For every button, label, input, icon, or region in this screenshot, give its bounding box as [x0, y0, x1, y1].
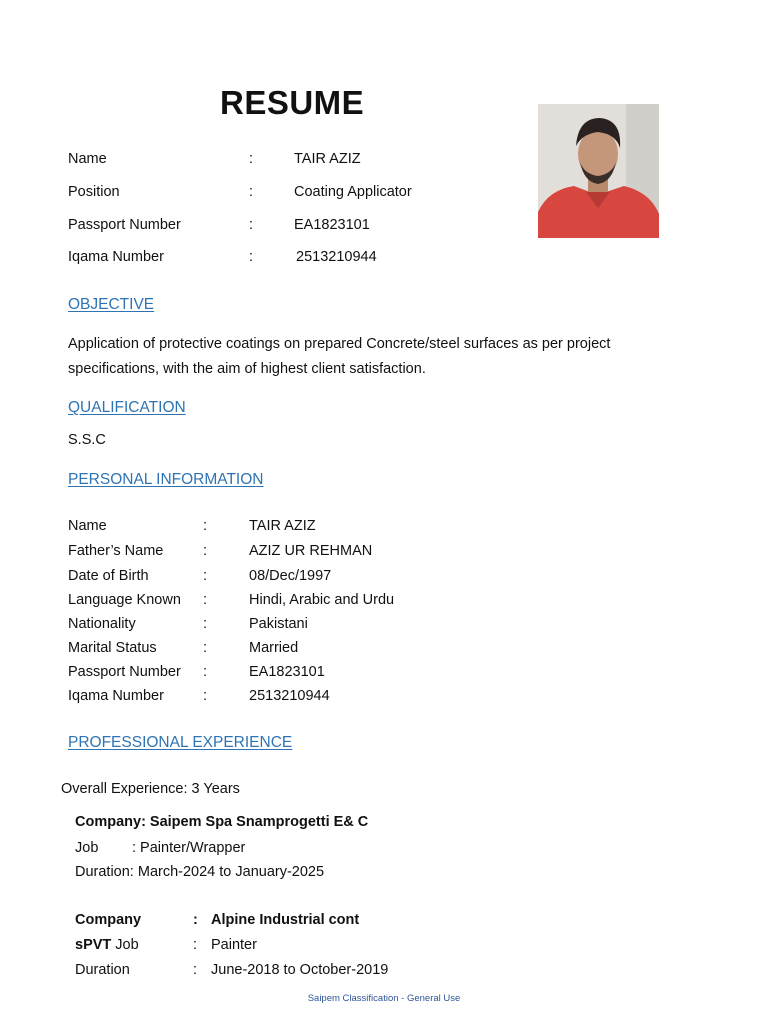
personal-value: AZIZ UR REHMAN: [249, 543, 373, 559]
header-position-value: Coating Applicator: [294, 184, 412, 200]
colon: :: [249, 184, 254, 200]
header-passport-label: Passport Number: [68, 217, 181, 233]
personal-value: EA1823101: [249, 664, 325, 680]
colon: :: [203, 664, 208, 680]
personal-label: Nationality: [68, 616, 136, 632]
objective-heading: OBJECTIVE: [68, 296, 155, 313]
personal-label: Marital Status: [68, 640, 157, 656]
colon: :: [249, 151, 254, 167]
header-name-value: TAIR AZIZ: [294, 151, 361, 167]
colon: :: [203, 640, 208, 656]
colon: :: [203, 592, 208, 608]
experience-heading: PROFESSIONAL EXPERIENCE: [68, 734, 293, 751]
job2-job-label: [75, 937, 139, 953]
job2-company-value: Alpine Industrial cont: [211, 912, 360, 928]
header-name-label: Name: [68, 151, 107, 167]
personal-value: 2513210944: [249, 688, 330, 704]
profile-photo: [538, 104, 659, 238]
job2-company-label: Company: [75, 912, 142, 928]
colon: :: [193, 912, 198, 928]
colon: :: [193, 962, 198, 978]
personal-value: Pakistani: [249, 616, 308, 632]
header-iqama-label: Iqama Number: [68, 249, 164, 265]
colon: :: [203, 518, 208, 534]
job1-job-label: Job: [75, 840, 99, 856]
personal-value: Married: [249, 640, 299, 656]
personal-value: Hindi, Arabic and Urdu: [249, 592, 395, 608]
colon: :: [203, 688, 208, 704]
personal-info-heading: PERSONAL INFORMATION: [68, 471, 264, 488]
colon: :: [203, 568, 208, 584]
objective-line-2: specifications, with the aim of highest client satisfaction.: [68, 361, 426, 377]
personal-value: TAIR AZIZ: [249, 518, 316, 534]
personal-label: Date of Birth: [68, 568, 149, 584]
qualification-text: S.S.C: [68, 432, 106, 448]
objective-line-1: Application of protective coatings on prepared Concrete/steel surfaces as per project: [68, 336, 611, 352]
overall-experience: Overall Experience: 3 Years: [61, 781, 240, 797]
colon: :: [249, 249, 254, 265]
job2-job-label-rest: Job: [111, 937, 139, 953]
resume-title: RESUME: [220, 84, 365, 121]
personal-label: Iqama Number: [68, 688, 164, 704]
header-iqama-value: 2513210944: [296, 249, 377, 265]
colon: :: [193, 937, 198, 953]
job2-job-value: Painter: [211, 937, 257, 953]
person-photo-icon: [538, 104, 659, 238]
personal-value: 08/Dec/1997: [249, 568, 332, 584]
personal-label: Father’s Name: [68, 543, 164, 559]
colon: :: [203, 543, 208, 559]
job2-duration-label: Duration: [75, 962, 130, 978]
header-passport-value: EA1823101: [294, 217, 370, 233]
job2-duration-value: June-2018 to October-2019: [211, 962, 389, 978]
personal-label: Passport Number: [68, 664, 181, 680]
header-position-label: Position: [68, 184, 120, 200]
personal-label: Language Known: [68, 592, 181, 608]
qualification-heading: QUALIFICATION: [68, 399, 186, 416]
job1-duration: Duration: March-2024 to January-2025: [75, 864, 325, 880]
colon: :: [203, 616, 208, 632]
job1-company: Company: Saipem Spa Snamprogetti E& C: [75, 814, 369, 830]
personal-label: Name: [68, 518, 107, 534]
colon: :: [249, 217, 254, 233]
job1-job-value: : Painter/Wrapper: [132, 840, 246, 856]
footer-classification: Saipem Classification - General Use: [307, 993, 461, 1004]
job2-job-label-bold: sPVT: [75, 937, 112, 953]
